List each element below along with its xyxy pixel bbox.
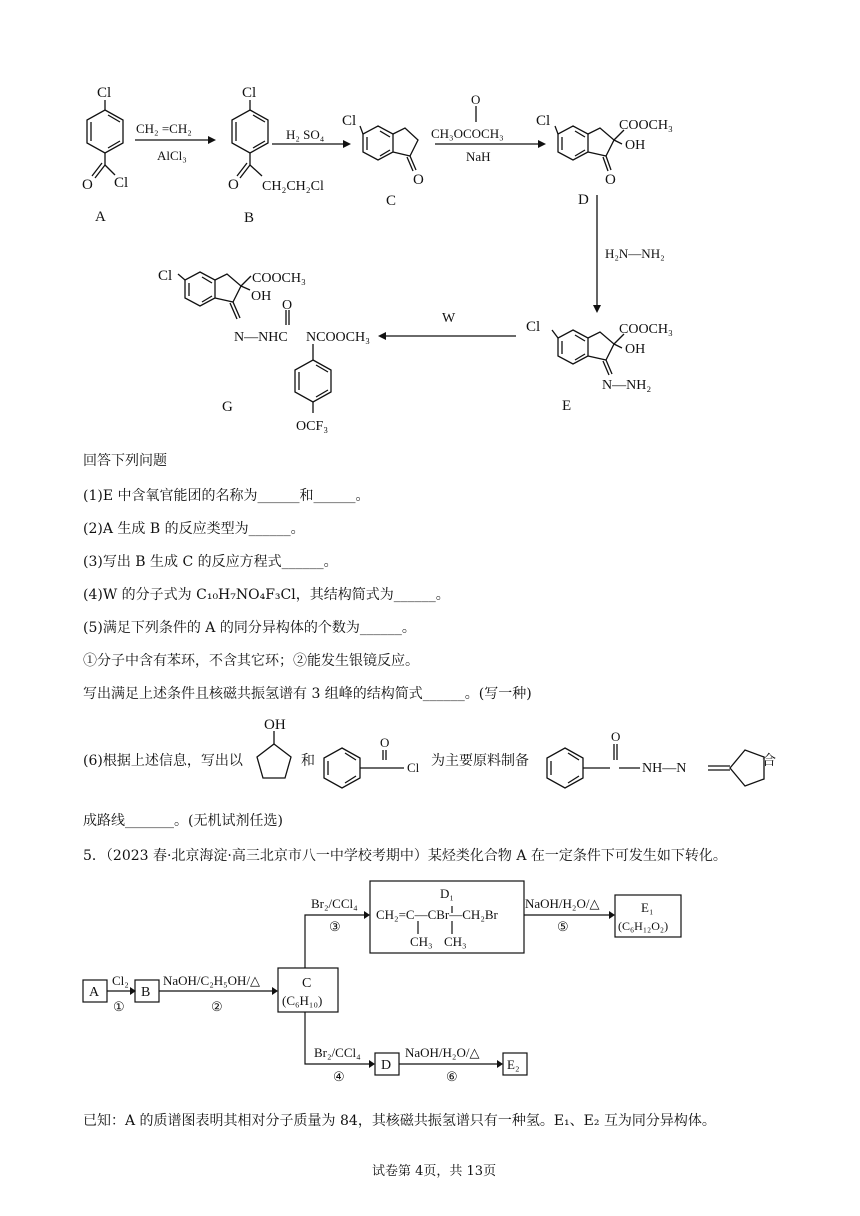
a-cl-top: Cl <box>97 85 112 101</box>
b-o: O <box>228 177 239 193</box>
q6-oh: OH <box>264 717 286 733</box>
question-6-prefix: (6)根据上述信息，写出以 <box>83 753 243 769</box>
c-o: O <box>413 172 424 188</box>
benzoyl-chloride-ring <box>324 748 360 788</box>
q6-o2: O <box>611 729 621 744</box>
p5-step1: ① <box>113 999 125 1014</box>
p5-cond5: NaOH/H₂O/△ <box>525 896 600 911</box>
arrow-a-to-b <box>208 136 216 144</box>
p5-e2: E₂ <box>507 1057 520 1072</box>
bc-reagent: H₂ SO₄ <box>286 127 325 142</box>
p5-c-formula: (C₆H₁₀) <box>282 993 323 1008</box>
p5-br-top: Br₂/CCl₄ <box>311 896 358 911</box>
p5-step3: ③ <box>329 919 341 934</box>
p5-d1-formula: CH₂=C—CBr—CH₂Br <box>376 907 498 922</box>
de-reagent: H₂N—NH₂ <box>605 246 665 261</box>
question-4: (4)W 的分子式为 C₁₀H₇NO₄F₃Cl，其结构简式为______。 <box>83 587 450 603</box>
question-6-and: 和 <box>301 753 315 769</box>
question-5-conditions: ①分子中含有苯环，不含其它环；②能发生银镜反应。 <box>83 653 419 669</box>
question-2: (2)A 生成 B 的反应类型为______。 <box>83 521 305 537</box>
p5-br-bottom: Br₂/CCl₄ <box>314 1045 361 1060</box>
e-cl: Cl <box>526 319 541 335</box>
b-cl-top: Cl <box>242 85 257 101</box>
e-label: E <box>562 398 572 414</box>
p5-step5: ⑤ <box>557 919 569 934</box>
cyclopentylidene-ring <box>730 750 764 786</box>
p5-d: D <box>381 1058 392 1073</box>
question-5-ask: 写出满足上述条件且核磁共振氢谱有 3 组峰的结构简式______。(写一种) <box>83 686 532 702</box>
p5-cond2: NaOH/C₂H₅OH/△ <box>163 973 261 988</box>
g-ester: COOCH₃ <box>252 271 306 286</box>
c-cl: Cl <box>342 113 357 129</box>
synthesis-scheme <box>0 0 860 440</box>
p5-a: A <box>89 985 100 1000</box>
p5-cond6: NaOH/H₂O/△ <box>405 1045 480 1060</box>
question-5: (5)满足下列条件的 A 的同分异构体的个数为______。 <box>83 620 416 636</box>
e-hydrazone: N—NH₂ <box>602 378 652 393</box>
question-1: (1)E 中含氧官能团的名称为______和______。 <box>83 488 370 504</box>
target-ring <box>547 748 583 788</box>
problem-5-known: 已知：A 的质谱图表明其相对分子质量为 84，其核磁共振氢谱只有一种氢。E₁、E₂ 互为同分异构体。 <box>83 1113 716 1129</box>
d-label: D <box>578 192 589 208</box>
question-6-mid: 为主要原料制备 <box>431 753 529 769</box>
q6-chain: NH—N <box>642 761 687 776</box>
q6-structures <box>0 708 860 798</box>
g-cl: Cl <box>158 268 173 284</box>
p5-d1-me2: CH₃ <box>444 934 467 949</box>
cd-reagent-bottom: NaH <box>466 149 491 164</box>
compound-a-ring <box>87 110 123 153</box>
d-cl: Cl <box>536 113 551 129</box>
d-o: O <box>605 172 616 188</box>
a-acyl-cl: Cl <box>114 175 129 191</box>
cyclopentanol-ring <box>257 744 291 778</box>
e-ester: COOCH₃ <box>619 322 673 337</box>
page-footer: 试卷第 4页，共 13页 <box>372 1164 497 1179</box>
problem-5-title: 5．（2023 春·北京海淀·高三北京市八一中学校考期中）某烃类化合物 A 在一定条件下可发生如下转化。 <box>83 848 727 864</box>
arrow-d-to-e <box>593 305 601 313</box>
b-chain: CH₂CH₂Cl <box>262 179 324 194</box>
g-o: O <box>282 298 293 313</box>
g-ocf3: OCF₃ <box>296 419 329 434</box>
arrow-e-to-g <box>378 332 386 340</box>
p5-c: C <box>302 976 312 991</box>
cd-reagent-o: O <box>471 92 481 107</box>
d-oh: OH <box>625 138 646 153</box>
question-3: (3)写出 B 生成 C 的反应方程式______。 <box>83 554 338 570</box>
p5-step4: ④ <box>333 1069 345 1084</box>
e-oh: OH <box>625 342 646 357</box>
questions-intro: 回答下列问题 <box>83 453 167 469</box>
eg-reagent: W <box>442 311 456 326</box>
ab-reagent-top: CH₂ =CH₂ <box>136 121 192 136</box>
p5-cl2: Cl₂ <box>112 973 129 988</box>
a-o: O <box>82 177 93 193</box>
ab-reagent-bottom: AlCl₃ <box>157 148 187 163</box>
q6-o1: O <box>380 735 390 750</box>
g-oh: OH <box>251 289 272 304</box>
g-link: N—NHC <box>234 330 288 345</box>
p5-d1-label: D₁ <box>440 886 454 901</box>
arrow-b-to-c <box>343 140 351 148</box>
q6-cl: Cl <box>407 760 420 775</box>
d-ester: COOCH₃ <box>619 118 673 133</box>
b-label: B <box>244 210 255 226</box>
g-label: G <box>222 399 233 415</box>
question-6-he: 合 <box>762 753 776 769</box>
question-6-end: 成路线_______。(无机试剂任选) <box>83 813 283 829</box>
p5-e1-formula: (C₆H₁₂O₂) <box>618 919 669 933</box>
problem-5-scheme <box>0 870 860 1090</box>
g-ncooch3: NCOOCH₃ <box>306 330 370 345</box>
p5-b: B <box>141 985 151 1000</box>
a-label: A <box>95 209 106 225</box>
p5-e1: E₁ <box>641 900 654 915</box>
cd-reagent-top: CH₃OCOCH₃ <box>431 126 504 141</box>
p5-step6: ⑥ <box>446 1069 458 1084</box>
p5-step2: ② <box>211 999 223 1014</box>
p5-d1-me1: CH₃ <box>410 934 433 949</box>
arrow-c-to-d <box>538 140 546 148</box>
c-label: C <box>386 193 397 209</box>
